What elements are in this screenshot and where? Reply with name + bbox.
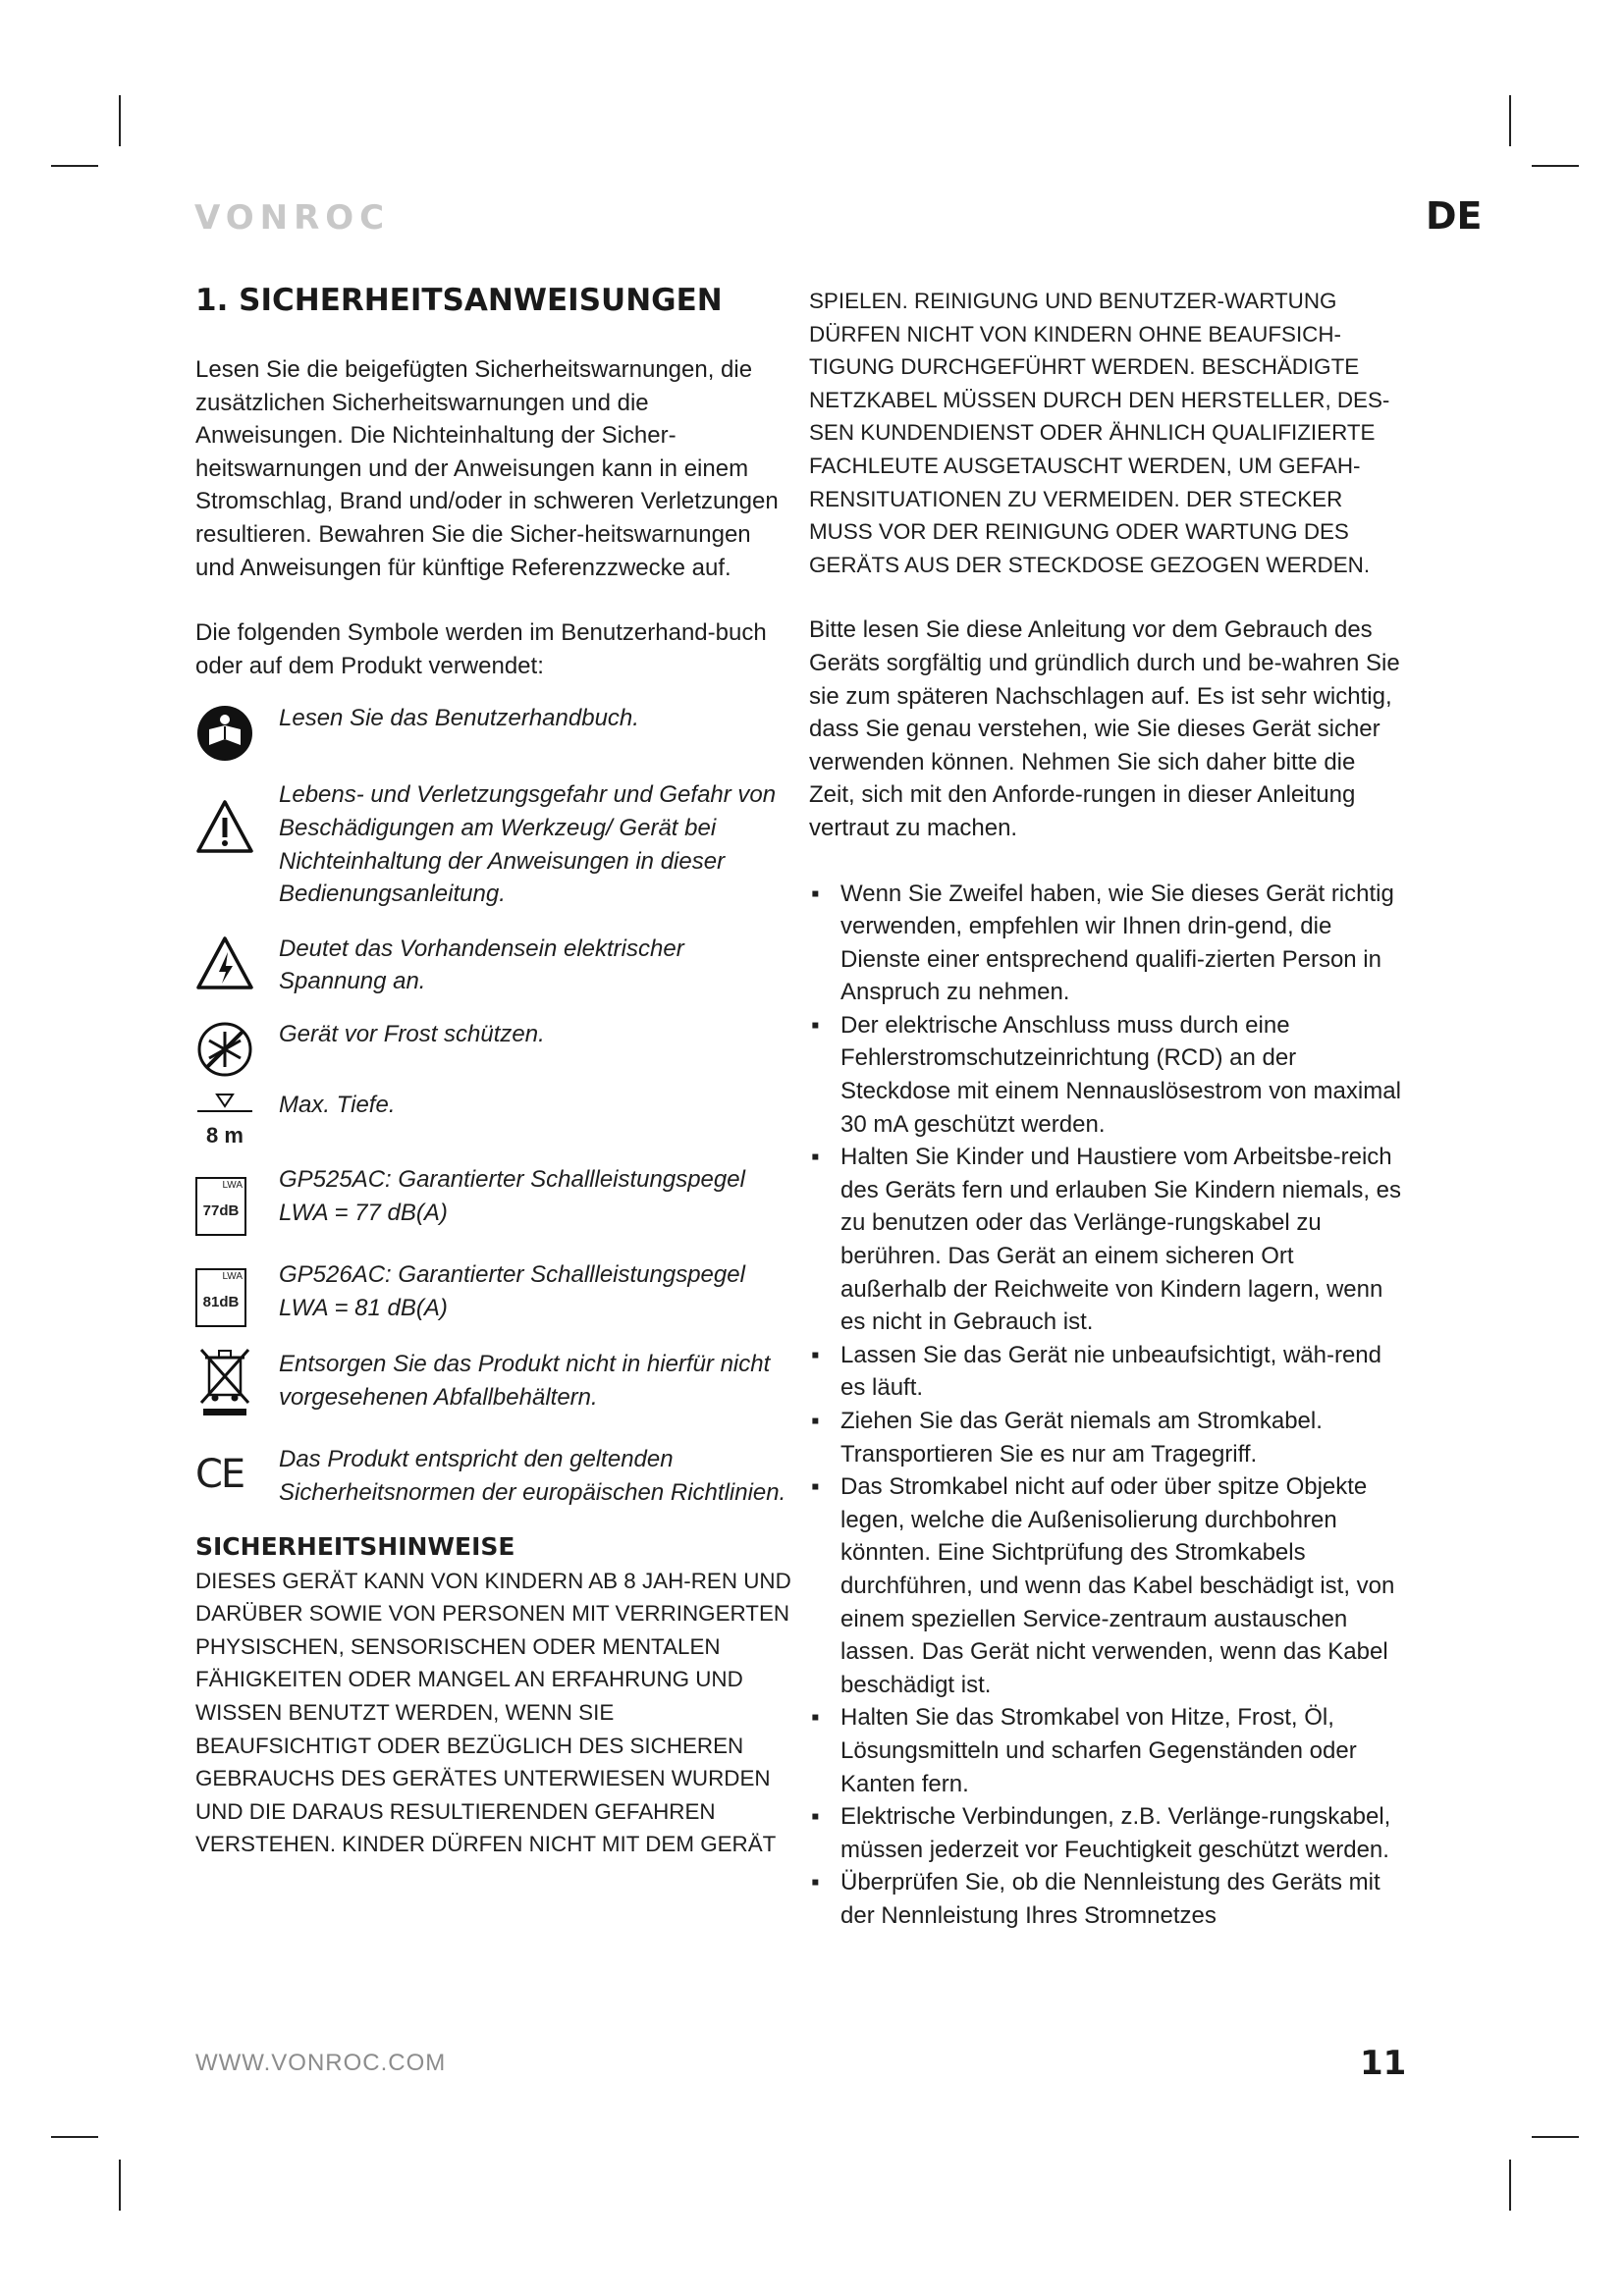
crop-mark (51, 165, 98, 167)
bullet-icon: ▪ (811, 1704, 820, 1732)
list-item: ▪ Elektrische Verbindungen, z.B. Verlänge-rungskabel, müssen jederzeit vor Feuchtigkeit geschützt werden. (809, 1800, 1404, 1866)
symbol-row: Gerät vor Frost schützen. (195, 1018, 794, 1073)
sound-power-icon: LWA 77dB (195, 1177, 246, 1236)
ce-mark-icon: CE (195, 1452, 244, 1498)
list-item: ▪ Wenn Sie Zweifel haben, wie Sie dieses Gerät richtig verwenden, empfehlen wir Ihnen drin-gend, die Dienste einer entsprechend qualifi-zierten Person in Anspruch zu nehmen. (809, 878, 1404, 1009)
read-instructions-paragraph: Bitte lesen Sie diese Anleitung vor dem Gebrauch des Geräts sorgfältig und gründlich durch und be-wahren Sie sie zum späteren Nachschlagen auf. Es ist sehr wichtig, dass Sie genau verstehen, wie Sie dieses Gerät sicher verwenden können. Nehmen Sie sich daher bitte die Zeit, sich mit den Anforde-rungen in dieser Anleitung vertraut zu machen. (809, 616, 1400, 841)
weee-bin-icon (195, 1346, 254, 1416)
list-item: ▪ Halten Sie das Stromkabel von Hitze, Frost, Öl, Lösungsmitteln und scharfen Gegenständen oder Kanten fern. (809, 1701, 1404, 1800)
bullet-icon: ▪ (811, 1144, 820, 1171)
footer-url: WWW.VONROC.COM (195, 2050, 447, 2076)
frost-protect-icon (195, 1020, 254, 1079)
crop-mark (51, 2136, 98, 2138)
safety-caps-continued: SPIELEN. REINIGUNG UND BENUTZER-WARTUNG DÜRFEN NICHT VON KINDERN OHNE BEAUFSICH-TIGUNG DURCHGEFÜHRT WERDEN. BESCHÄDIGTE NETZKABEL MÜSSEN DURCH DEN HERSTELLER, DES-SEN KUNDENDIENST ODER ÄHNLICH QUALIFIZIERTE FACHLEUTE AUSGETAUSCHT WERDEN, UM GEFAH-RENSITUATIONEN ZU VERMEIDEN. DER STECKER MUSS VOR DER REINIGUNG ODER WARTUNG DES GERÄTS AUS DER STECKDOSE GEZOGEN WERDEN. (809, 289, 1390, 577)
max-depth-icon: 8 m (195, 1091, 254, 1149)
symbol-row: CE Das Produkt entspricht den geltenden Sicherheitsnormen der europäischen Richtlinien. (195, 1446, 786, 1507)
crop-mark (1532, 165, 1579, 167)
symbol-row: Lesen Sie das Benutzerhandbuch. (195, 702, 794, 757)
page-number: 11 (1360, 2044, 1407, 2083)
warning-icon (195, 798, 254, 857)
crop-mark (119, 2160, 121, 2211)
crop-mark (1532, 2136, 1579, 2138)
crop-mark (1509, 2160, 1511, 2211)
language-code: DE (1426, 194, 1483, 238)
crop-mark (1509, 95, 1511, 146)
brand-logo: VONROC (194, 198, 391, 238)
symbols-intro: Die folgenden Symbole werden im Benutzerhand-buch oder auf dem Produkt verwendet: (195, 619, 767, 679)
symbol-row: 8 m Max. Tiefe. (195, 1089, 794, 1144)
bullet-icon: ▪ (811, 1011, 820, 1039)
bullet-icon: ▪ (811, 1408, 820, 1434)
section-title: 1. SICHERHEITSANWEISUNGEN (195, 283, 723, 318)
bullet-icon: ▪ (811, 1341, 820, 1368)
safety-caps-text: DIESES GERÄT KANN VON KINDERN AB 8 JAH-REN UND DARÜBER SOWIE VON PERSONEN MIT VERRINGERTEN PHYSISCHEN, SENSORISCHEN ODER MENTALEN FÄHIGKEITEN ODER MANGEL AN ERFAHRUNG UND WISSEN BENUTZT WERDEN, WENN SIE BEAUFSICHTIGT ODER BEZÜGLICH DES SICHEREN GEBRAUCHS DES GERÄTES UNTERWIESEN WURDEN UND DIE DARAUS RESULTIERENDEN GEFAHREN VERSTEHEN. KINDER DÜRFEN NICHT MIT DEM GERÄT (195, 1568, 791, 1857)
list-item: ▪ Der elektrische Anschluss muss durch eine Fehlerstromschutzeinrichtung (RCD) an der Steckdose mit einem Nennauslösestrom von maximal 30 mA geschützt werden. (809, 1009, 1404, 1141)
list-item: ▪ Halten Sie Kinder und Haustiere vom Arbeitsbe-reich des Geräts fern und erlauben Sie Kindern niemals, es zu benutzen oder das Verlänge-rungskabel zu berühren. Das Gerät an einem sicheren Ort außerhalb der Reichweite von Kindern lagern, wenn es nicht in Gebrauch ist. (809, 1141, 1404, 1339)
bullet-icon: ▪ (811, 1473, 820, 1501)
list-item: ▪ Ziehen Sie das Gerät niemals am Stromkabel. Transportieren Sie es nur am Tragegriff. (809, 1405, 1404, 1470)
safety-heading: SICHERHEITSHINWEISE (195, 1531, 515, 1561)
symbol-row: Deutet das Vorhandensein elektrischer Spannung an. (195, 933, 794, 998)
bullet-icon: ▪ (811, 1869, 820, 1896)
bullet-icon: ▪ (811, 1803, 820, 1831)
intro-paragraph: Lesen Sie die beigefügten Sicherheitswarnungen, die zusätzlichen Sicherheitswarnungen und die Anweisungen. Die Nichteinhaltung der Sicher-heitswarnungen und der Anweisungen kann in einem Stromschlag, Brand und/oder in schweren Verletzungen resultieren. Bewahren Sie die Sicher-heitswarnungen und Anweisungen für künftige Referenzzwecke auf. (195, 356, 779, 581)
right-column (809, 285, 1404, 1933)
list-item: ▪ Überprüfen Sie, ob die Nennleistung des Geräts mit der Nennleistung Ihres Stromnetzes (809, 1866, 1404, 1932)
bullet-icon: ▪ (811, 880, 820, 907)
symbol-row: LWA 81dB GP526AC: Garantierter Schallleistungspegel LWA = 81 dB(A) (195, 1258, 794, 1324)
crop-mark (119, 95, 121, 146)
safety-bullet-list (809, 878, 1404, 1933)
symbol-row: Lebens- und Verletzungsgefahr und Gefahr von Beschädigungen am Werkzeug/ Gerät bei Nichteinhaltung der Anweisungen in dieser Bedienungsanleitung. (195, 778, 794, 910)
list-item: ▪ Das Stromkabel nicht auf oder über spitze Objekte legen, welche die Außenisolierung durchbohren könnten. Eine Sichtprüfung des Stromkabels durchführen, und wenn das Kabel beschädigt ist, von einem speziellen Service-zentraum austauschen lassen. Das Gerät nicht verwenden, wenn das Kabel beschädigt ist. (809, 1470, 1404, 1701)
left-column (195, 277, 794, 1894)
symbol-row: Entsorgen Sie das Produkt nicht in hierfür nicht vorgesehenen Abfallbehältern. (195, 1348, 794, 1414)
list-item: ▪ Lassen Sie das Gerät nie unbeaufsichtigt, wäh-rend es läuft. (809, 1339, 1404, 1405)
sound-power-icon: LWA 81dB (195, 1268, 246, 1327)
electric-voltage-icon (195, 934, 254, 993)
symbol-row: LWA 77dB GP525AC: Garantierter Schallleistungspegel LWA = 77 dB(A) (195, 1163, 794, 1229)
read-manual-icon (195, 704, 254, 763)
